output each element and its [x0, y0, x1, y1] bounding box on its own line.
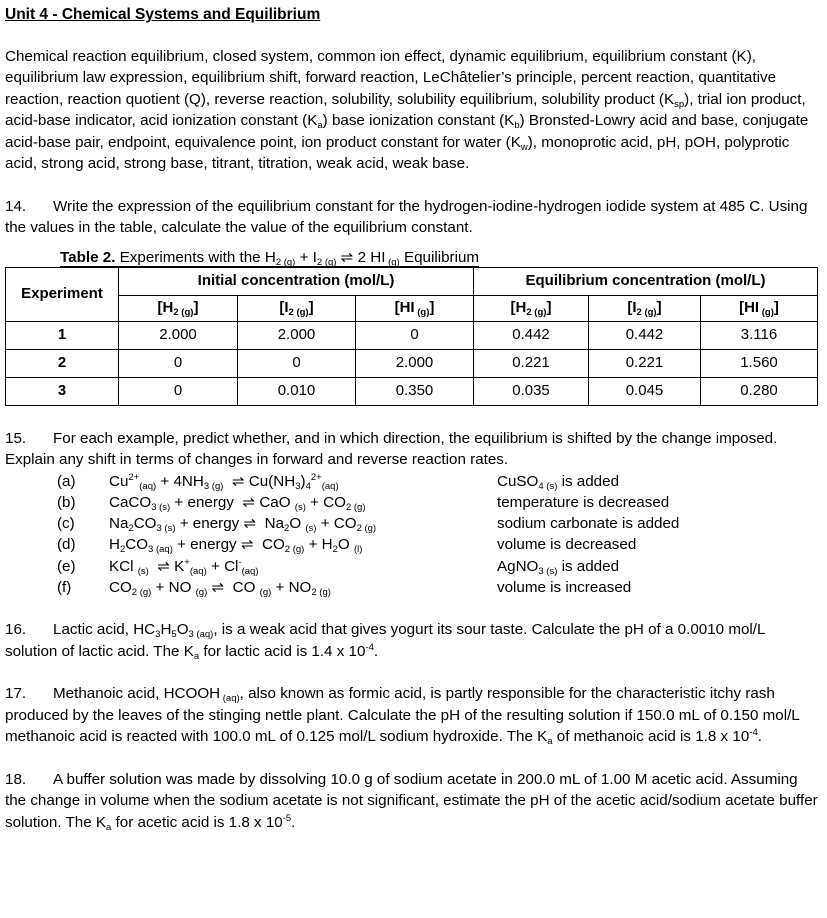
- question-14: 14. Write the expression of the equilibrium constant for the hydrogen-iodine-hydrogen iodide system at 485 C. Using the values in the table, calculate the value of the equilibrium constant.: [5, 197, 808, 236]
- reaction-equation: $Cu^{2+}_{(aq)} + 4NH_{3 (g)}$ ⇌ $Cu(NH_3)_4^{2+}_{(aq)}$: [109, 471, 339, 492]
- table-cell: 0: [119, 377, 238, 405]
- table-cell: 1.560: [701, 349, 818, 377]
- table-cell: 0: [238, 349, 356, 377]
- change-imposed: sodium carbonate is added: [497, 515, 680, 533]
- item-letter: (d): [57, 536, 76, 554]
- table-row: [6, 321, 818, 349]
- table-cell: 0.045: [589, 377, 701, 405]
- change-imposed: AgNO$_{3 (s)}$ is added: [497, 557, 620, 577]
- question-17: 17. Methanoic acid, HCOOH $_{(aq)}$, also known as formic acid, is partly responsible for the characteristic itchy rash produced by the leaves of the stinging nettle plant. Calculate the pH of the resulting solution if 150.0 mL of 0.150 mol/L methanoic acid is reacted with 100.0 mL of 0.125 mol/L sodium hydroxide. The $K_a$ of methanoic acid is 1.8 x $10^{-4}$.: [5, 685, 800, 748]
- worksheet-page: [5, 4, 820, 833]
- item-letter: (c): [57, 515, 75, 533]
- table-cell: 0.221: [474, 349, 589, 377]
- table-cell: 2.000: [356, 349, 474, 377]
- col-initial-i2: $[I_{2 (g)}]$: [238, 295, 356, 321]
- table-cell: 0: [119, 349, 238, 377]
- change-imposed: volume is increased: [497, 578, 632, 596]
- unit-title: Unit 4 - Chemical Systems and Equilibrium: [5, 6, 321, 23]
- col-eq-hi: [HI $_{(g)}$]: [701, 295, 818, 321]
- vocabulary-paragraph: Chemical reaction equilibrium, closed system, common ion effect, dynamic equilibrium, equilibrium constant (K), equilibrium law expression, equilibrium shift, forward reaction, LeChâtelier’s principle, percent reaction, quantitative reaction, reaction quotient (Q), reverse reaction, solubility, solubility equilibrium, solubility product $(K_{sp})$, trial ion product, acid-base indicator, acid ionization constant $(K_a)$ base ionization constant $(K_b)$ Bronsted-Lowry acid and base, conjugate acid-base pair, endpoint, equivalence point, ion product constant for water $(K_w)$, monoprotic acid, pH, pOH, polyprotic acid, strong acid, strong base, titrant, titration, weak acid, weak base.: [5, 47, 809, 172]
- col-eq-h2: $[H_{2 (g)}]$: [474, 295, 589, 321]
- table-caption: Table 2. Experiments with the $H_{2 (g)} + I_{2 (g)}$ ⇌ 2 HI $_{(g)}$ Equilibrium: [60, 248, 480, 268]
- item-letter: (a): [57, 472, 76, 490]
- table-cell: 0.350: [356, 377, 474, 405]
- reaction-equation: CaCO$_{3 (s)}$ + energy ⇌ CaO $_{(s)} + CO_{2 (g)}$: [109, 493, 366, 513]
- col-initial-concentration: Initial concentration (mol/L): [119, 267, 474, 295]
- question-15: 15. For each example, predict whether, and in which direction, the equilibrium is shifted by the change imposed. Explain any shift in terms of changes in forward and reverse reaction rates.: [5, 429, 778, 468]
- table-cell: 2.000: [238, 321, 356, 349]
- experiments-table: [5, 267, 818, 406]
- item-letter: (b): [57, 493, 76, 511]
- change-imposed: CuSO$_{4 (s)}$ is added: [497, 472, 620, 492]
- change-imposed: temperature is decreased: [497, 493, 670, 511]
- reaction-equation: $H_2CO_{3 (aq)}$ + energy ⇌ $CO_{2 (g)} + H_2O$ $_{(l)}$: [109, 536, 363, 556]
- table-cell: 0: [356, 321, 474, 349]
- question-16: 16. Lactic acid, $HC_3H_5O_{3 (aq)}$, is a weak acid that gives yogurt its sour taste. Calculate the pH of a 0.0010 mol/L solution of lactic acid. The $K_a$ for lactic acid is 1.4 x $10^{-4}$.: [5, 621, 765, 662]
- table-cell: 0.221: [589, 349, 701, 377]
- question-18: 18. A buffer solution was made by dissolving 10.0 g of sodium acetate in 200.0 mL of 1.00 M acetic acid. Assuming the change in volume when the sodium acetate is not significant, estimate the pH of the acetic acid/sodium acetate buffer solution. The $K_a$ for acetic acid is 1.8 x $10^{-5}$.: [5, 770, 818, 833]
- item-letter: (f): [57, 578, 72, 596]
- change-imposed: volume is decreased: [497, 536, 637, 554]
- col-initial-h2: $[H_{2 (g)}]$: [119, 295, 238, 321]
- col-equilibrium-concentration: Equilibrium concentration (mol/L): [474, 267, 818, 295]
- table-cell: 1: [6, 321, 119, 349]
- table-cell: 2: [6, 349, 119, 377]
- table-cell: 0.035: [474, 377, 589, 405]
- reaction-equation: $CO_{2 (g)}$ + NO $_{(g)}$ ⇌ CO $_{(g)} + NO_{2 (g)}$: [109, 578, 331, 598]
- table-cell: 3: [6, 377, 119, 405]
- table-cell: 0.280: [701, 377, 818, 405]
- table-cell: 2.000: [119, 321, 238, 349]
- table-row: [6, 377, 818, 405]
- reaction-equation: $Na_2CO_{3 (s)}$ + energy ⇌ $Na_2O$ $_{(s)} + CO_{2 (g)}$: [109, 515, 377, 535]
- table-cell: 3.116: [701, 321, 818, 349]
- item-letter: (e): [57, 557, 76, 575]
- col-experiment: Experiment: [6, 267, 119, 321]
- reaction-list: [57, 471, 820, 599]
- table-cell: 0.010: [238, 377, 356, 405]
- table-cell: 0.442: [474, 321, 589, 349]
- col-initial-hi: [HI $_{(g)}$]: [356, 295, 474, 321]
- table-row: [6, 349, 818, 377]
- col-eq-i2: $[I_{2 (g)}]$: [589, 295, 701, 321]
- reaction-equation: KCl $_{(s)}$ ⇌ $K^+_{(aq)} + Cl^-_{(aq)}$: [109, 556, 259, 577]
- table-cell: 0.442: [589, 321, 701, 349]
